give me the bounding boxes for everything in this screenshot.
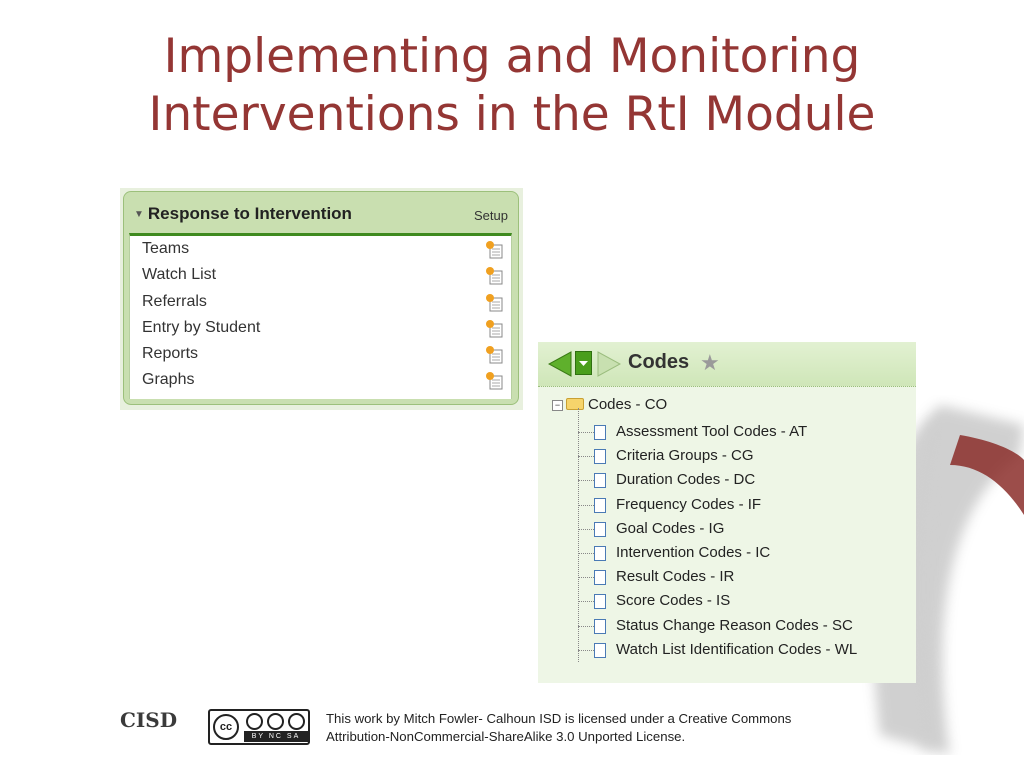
collapse-minus-icon[interactable]: − (552, 400, 563, 411)
setup-link[interactable]: Setup (474, 208, 508, 223)
rti-menu-item-graphs[interactable] (130, 367, 511, 393)
tree-connector (578, 505, 594, 506)
tree-item-label: Score Codes - IS (616, 592, 731, 610)
rti-menu-item-label: Graphs (142, 371, 195, 389)
document-icon (594, 594, 606, 609)
rti-menu-item-watch-list[interactable] (130, 262, 511, 288)
document-add-icon[interactable] (485, 293, 503, 312)
tree-children (578, 420, 857, 662)
dropdown-menu-button[interactable] (575, 351, 592, 375)
rti-menu-list (129, 233, 512, 399)
tree-item-label: Watch List Identification Codes - WL (616, 640, 858, 658)
tree-connector (578, 456, 594, 457)
document-add-icon[interactable] (485, 371, 503, 390)
tree-item[interactable] (578, 614, 857, 638)
tree-item-label: Assessment Tool Codes - AT (616, 423, 808, 440)
document-icon (594, 522, 606, 537)
creative-commons-badge[interactable] (208, 709, 310, 745)
document-icon (594, 473, 606, 488)
tree-item-label: Frequency Codes - IF (616, 495, 762, 513)
tree-item[interactable] (578, 444, 857, 468)
tree-item-label: Intervention Codes - IC (616, 543, 771, 561)
document-icon (594, 546, 606, 561)
codes-panel (538, 342, 916, 683)
cc-logo-icon: cc (213, 714, 239, 740)
document-icon (594, 570, 606, 585)
license-text (326, 710, 791, 746)
tree-item[interactable] (578, 517, 857, 541)
tree-connector (578, 577, 594, 578)
tree-item[interactable] (578, 589, 857, 613)
slide-title-line-1: Implementing and Monitoring (163, 29, 861, 84)
attribution-icon (246, 713, 263, 730)
tree-connector (578, 601, 594, 602)
rti-menu-item-label: Entry by Student (142, 318, 261, 336)
tree-connector (578, 626, 594, 627)
document-add-icon[interactable] (485, 240, 503, 259)
tree-connector (578, 432, 594, 433)
document-add-icon[interactable] (485, 266, 503, 285)
rti-menu-item-referrals[interactable] (130, 289, 511, 315)
document-icon (594, 619, 606, 634)
document-icon (594, 498, 606, 513)
rti-panel (123, 191, 519, 405)
tree-item-label: Goal Codes - IG (616, 519, 725, 537)
rti-menu-item-label: Reports (142, 345, 199, 363)
rti-panel-title[interactable] (134, 204, 352, 224)
tree-root-label: Codes - CO (588, 396, 668, 413)
cc-license-strip: BY NC SA (244, 731, 308, 742)
tree-item[interactable] (578, 565, 857, 589)
cisd-logo: CISD (120, 708, 178, 732)
rti-menu-item-entry-by-student[interactable] (130, 315, 511, 341)
tree-item[interactable] (578, 638, 857, 662)
rti-menu-item-teams[interactable] (130, 236, 511, 262)
collapse-triangle-icon[interactable]: ▼ (134, 209, 144, 220)
tree-item[interactable] (578, 541, 857, 565)
license-line-2: Attribution-NonCommercial-ShareAlike 3.0 Unported License. (326, 729, 686, 744)
tree-item[interactable] (578, 493, 857, 517)
favorite-star-icon[interactable]: ★ (700, 350, 720, 375)
noncommercial-icon (267, 713, 284, 730)
rti-menu-item-reports[interactable] (130, 341, 511, 367)
tree-item[interactable] (578, 468, 857, 492)
sharealike-icon (288, 713, 305, 730)
slide-title-line-2: Interventions in the RtI Module (148, 87, 876, 142)
folder-open-icon (566, 398, 584, 410)
tree-root-node[interactable] (552, 394, 667, 416)
chevron-down-icon (576, 352, 591, 374)
document-icon (594, 425, 606, 440)
tree-connector (578, 529, 594, 530)
codes-panel-title: Codes (628, 351, 690, 373)
tree-connector (578, 480, 594, 481)
document-add-icon[interactable] (485, 319, 503, 338)
tree-item[interactable] (578, 420, 857, 444)
license-line-1: This work by Mitch Fowler- Calhoun ISD is licensed under a Creative Commons (326, 711, 792, 726)
document-icon (594, 449, 606, 464)
rti-menu-item-label: Watch List (142, 266, 217, 284)
tree-item-label: Criteria Groups - CG (616, 447, 754, 465)
rti-menu-item-label: Referrals (142, 292, 207, 310)
document-icon (594, 643, 606, 658)
tree-item-label: Duration Codes - DC (616, 471, 756, 489)
document-add-icon[interactable] (485, 345, 503, 364)
tree-connector (578, 553, 594, 554)
tree-item-label: Result Codes - IR (616, 568, 735, 586)
slide-title (0, 28, 1024, 144)
forward-arrow-icon[interactable] (597, 351, 621, 377)
rti-panel-title-text: Response to Intervention (147, 204, 352, 223)
rti-panel-header (134, 204, 508, 228)
back-arrow-icon[interactable] (548, 351, 572, 377)
rti-menu-item-label: Teams (142, 240, 190, 257)
tree-item-label: Status Change Reason Codes - SC (616, 616, 853, 634)
codes-panel-header (538, 342, 916, 387)
tree-connector (578, 650, 594, 651)
